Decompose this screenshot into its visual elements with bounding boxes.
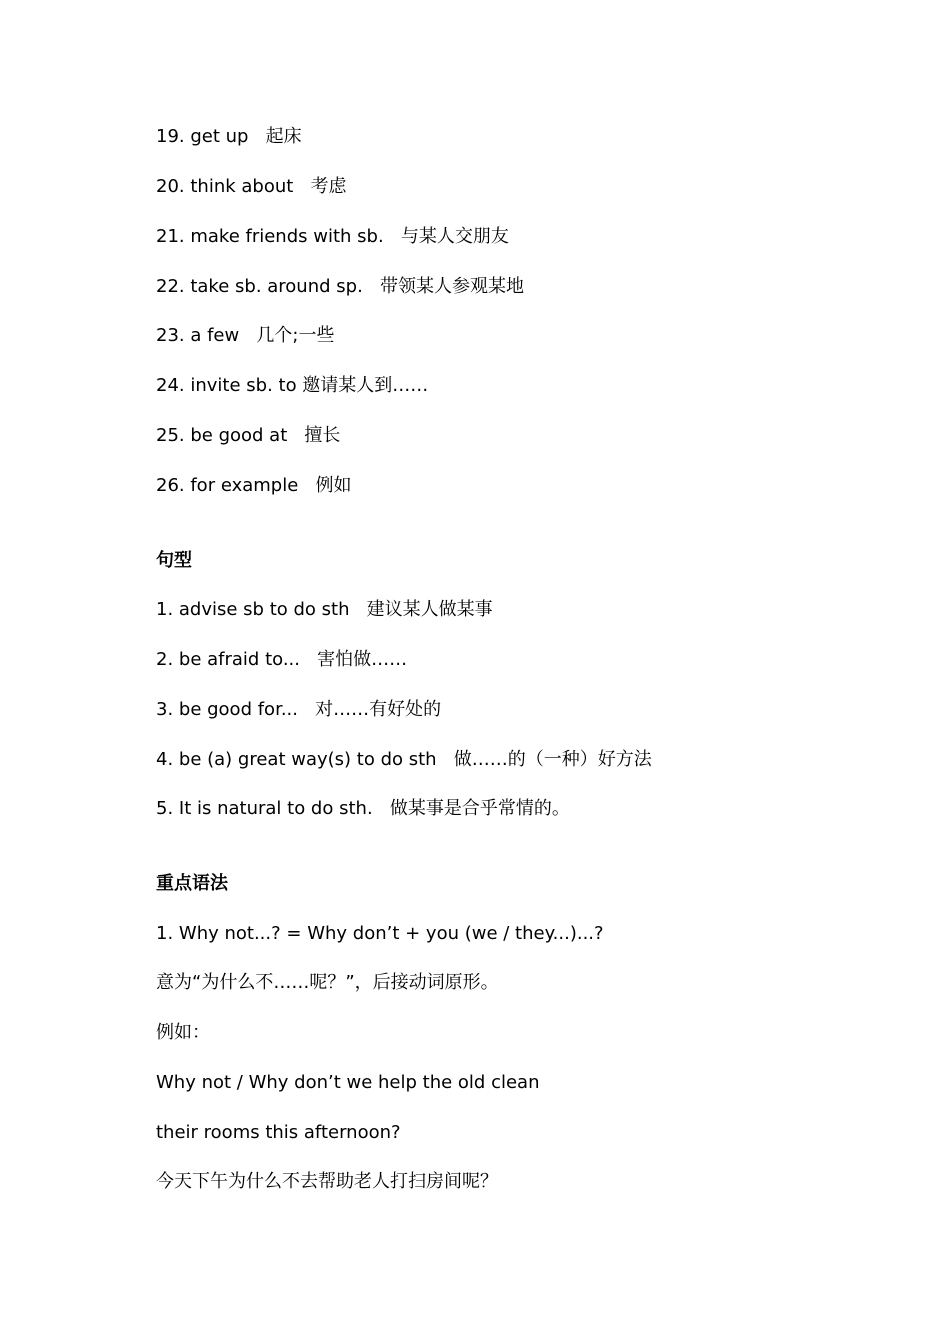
sentence-pattern-item: 5. It is natural to do sth. 做某事是合乎常情的。 — [156, 798, 570, 819]
grammar-line: 今天下午为什么不去帮助老人打扫房间呢？ — [156, 1171, 498, 1192]
phrase-item: 23. a few 几个;一些 — [156, 325, 335, 346]
phrase-item: 20. think about 考虑 — [156, 176, 347, 197]
grammar-line: 1. Why not...? = Why don’t + you (we / they...)...? — [156, 923, 604, 944]
grammar-heading: 重点语法 — [156, 873, 228, 894]
grammar-line: 意为“为什么不……呢？”，后接动词原形。 — [156, 972, 499, 993]
sentence-pattern-item: 3. be good for... 对……有好处的 — [156, 699, 442, 720]
grammar-line: Why not / Why don’t we help the old clean — [156, 1072, 540, 1093]
sentence-pattern-item: 2. be afraid to... 害怕做…… — [156, 649, 408, 670]
phrase-item: 22. take sb. around sp. 带领某人参观某地 — [156, 276, 524, 297]
phrase-item: 19. get up 起床 — [156, 126, 302, 147]
phrase-item: 25. be good at 擅长 — [156, 425, 341, 446]
sentence-pattern-item: 4. be (a) great way(s) to do sth 做……的（一种）好方法 — [156, 749, 652, 770]
phrase-item: 26. for example 例如 — [156, 475, 352, 496]
phrase-item: 21. make friends with sb. 与某人交朋友 — [156, 226, 509, 247]
sentence-patterns-heading: 句型 — [156, 550, 192, 571]
grammar-line: their rooms this afternoon? — [156, 1122, 401, 1143]
phrase-item: 24. invite sb. to 邀请某人到…… — [156, 375, 429, 396]
sentence-pattern-item: 1. advise sb to do sth 建议某人做某事 — [156, 599, 493, 620]
grammar-line: 例如： — [156, 1022, 210, 1043]
